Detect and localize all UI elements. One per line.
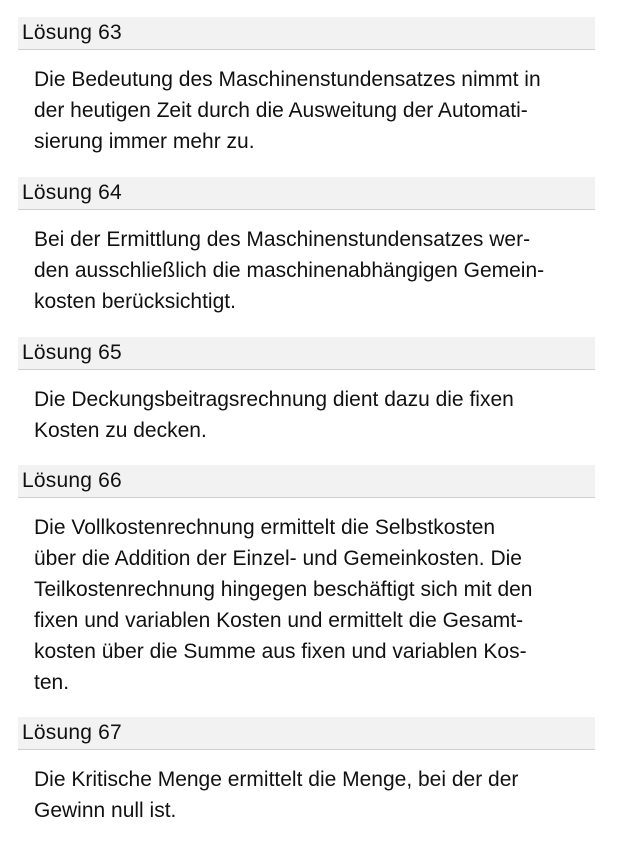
- solution-section: [18, 717, 595, 834]
- solution-heading: Lösung 67: [18, 717, 595, 750]
- solution-text: Die Kritische Menge ermittelt die Menge, bei der der Gewinn null ist.: [34, 768, 519, 822]
- solution-section: [18, 177, 595, 337]
- solution-heading: Lösung 64: [18, 177, 595, 210]
- solution-text: Die Vollkostenrechnung ermittelt die Selbstkosten über die Addition der Einzel- und Gemeinkosten. Die Teilkostenrechnung hingegen beschäftigt sich mit den fixen und variablen Kosten und ermittelt die Gesamt- kosten über die Summe aus fixen und variablen Kos- ten.: [34, 516, 533, 694]
- solutions-page: [18, 17, 595, 834]
- solution-heading: Lösung 65: [18, 337, 595, 370]
- solution-section: [18, 337, 595, 465]
- solution-text: Bei der Ermittlung des Maschinenstundensatzes wer- den ausschließlich die maschinenabhängigen Gemein- kosten berücksichtigt.: [34, 228, 545, 313]
- solution-heading: Lösung 63: [18, 17, 595, 50]
- solution-heading: Lösung 66: [18, 465, 595, 498]
- solution-section: [18, 465, 595, 717]
- solution-section: [18, 17, 595, 177]
- solution-text: Die Deckungsbeitragsrechnung dient dazu die fixen Kosten zu decken.: [34, 388, 514, 442]
- solution-text: Die Bedeutung des Maschinenstundensatzes nimmt in der heutigen Zeit durch die Ausweitung der Automati- sierung immer mehr zu.: [34, 68, 541, 153]
